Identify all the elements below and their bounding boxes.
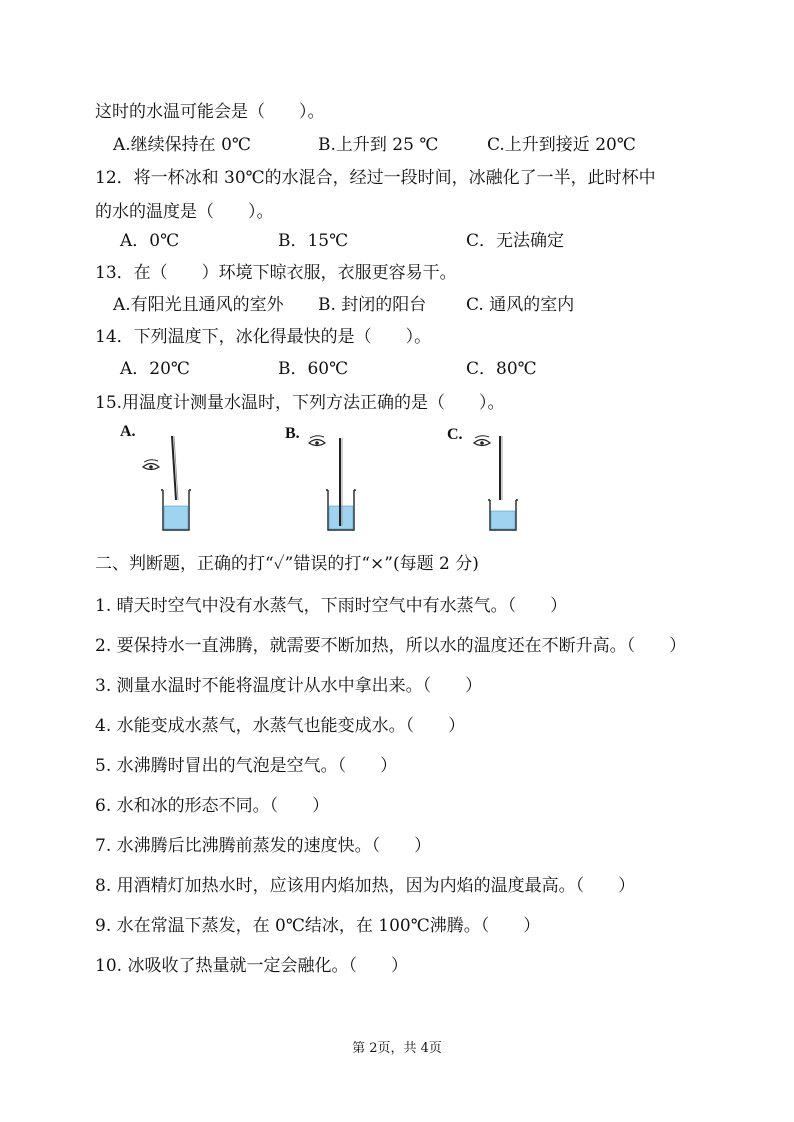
q14-option-b[interactable]: B．60℃ (278, 359, 349, 379)
q12-stem-line1: 12．将一杯冰和 30℃的水混合，经过一段时间，冰融化了一半，此时杯中 (95, 168, 656, 188)
judgment-item-5[interactable]: 5. 水沸腾时冒出的气泡是空气。（ ） (95, 756, 398, 776)
q13-option-b[interactable]: B. 封闭的阳台 (318, 295, 427, 315)
judgment-item-2[interactable]: 2. 要保持水一直沸腾，就需要不断加热，所以水的温度还在不断升高。（ ） (95, 636, 687, 656)
q15-thermometer-figure (0, 420, 794, 540)
q12-option-a[interactable]: A．0℃ (120, 231, 180, 251)
judgment-item-9[interactable]: 9. 水在常温下蒸发，在 0℃结冰，在 100℃沸腾。（ ） (95, 916, 541, 936)
q11-option-c[interactable]: C.上升到接近 20℃ (487, 135, 636, 155)
eye-icon (474, 436, 490, 446)
q15-stem: 15.用温度计测量水温时，下列方法正确的是（ ）。 (95, 393, 505, 413)
q12-stem-line2: 的水的温度是（ ）。 (95, 202, 274, 222)
q14-stem: 14．下列温度下，冰化得最快的是（ ）。 (95, 327, 432, 347)
judgment-item-10[interactable]: 10. 冰吸收了热量就一定会融化。（ ） (95, 956, 408, 976)
q15-figure-label-a: A. (120, 423, 136, 440)
judgment-item-7[interactable]: 7. 水沸腾后比沸腾前蒸发的速度快。（ ） (95, 836, 432, 856)
page-footer: 第 2页，共 4页 (352, 1041, 442, 1056)
judgment-item-8[interactable]: 8. 用酒精灯加热水时，应该用内焰加热，因为内焰的温度最高。（ ） (95, 876, 636, 896)
section-2-title: 二、判断题，正确的打“✓”错误的打“×”(每题 2 分) (95, 554, 479, 574)
eye-icon (309, 436, 325, 446)
q12-option-b[interactable]: B．15℃ (278, 231, 349, 251)
judgment-item-6[interactable]: 6. 水和冰的形态不同。（ ） (95, 796, 330, 816)
figure-c-thermometer (500, 436, 502, 500)
q11-option-a[interactable]: A.继续保持在 0℃ (113, 135, 251, 155)
figure-b-thermometer (340, 438, 342, 526)
q13-stem: 13．在（ ）环境下晾衣服，衣服更容易干。 (95, 263, 457, 283)
q13-option-c[interactable]: C. 通风的室内 (466, 295, 575, 315)
figure-c-beaker (488, 500, 518, 530)
q12-option-c[interactable]: C．无法确定 (466, 231, 565, 251)
judgment-item-3[interactable]: 3. 测量水温时不能将温度计从水中拿出来。（ ） (95, 676, 483, 696)
q13-option-a[interactable]: A.有阳光且通风的室外 (113, 295, 284, 315)
q15-figure-label-c: C. (447, 426, 463, 443)
figure-a-thermometer (172, 436, 178, 500)
eye-icon (143, 460, 159, 470)
judgment-item-4[interactable]: 4. 水能变成水蒸气，水蒸气也能变成水。（ ） (95, 716, 466, 736)
q11-option-b[interactable]: B.上升到 25 ℃ (318, 135, 439, 155)
q14-option-a[interactable]: A．20℃ (120, 359, 190, 379)
q14-option-c[interactable]: C．80℃ (466, 359, 537, 379)
q15-figure-label-b: B. (285, 425, 300, 442)
judgment-item-1[interactable]: 1. 晴天时空气中没有水蒸气，下雨时空气中有水蒸气。（ ） (95, 596, 568, 616)
q11-continuation: 这时的水温可能会是（ ）。 (95, 102, 325, 122)
